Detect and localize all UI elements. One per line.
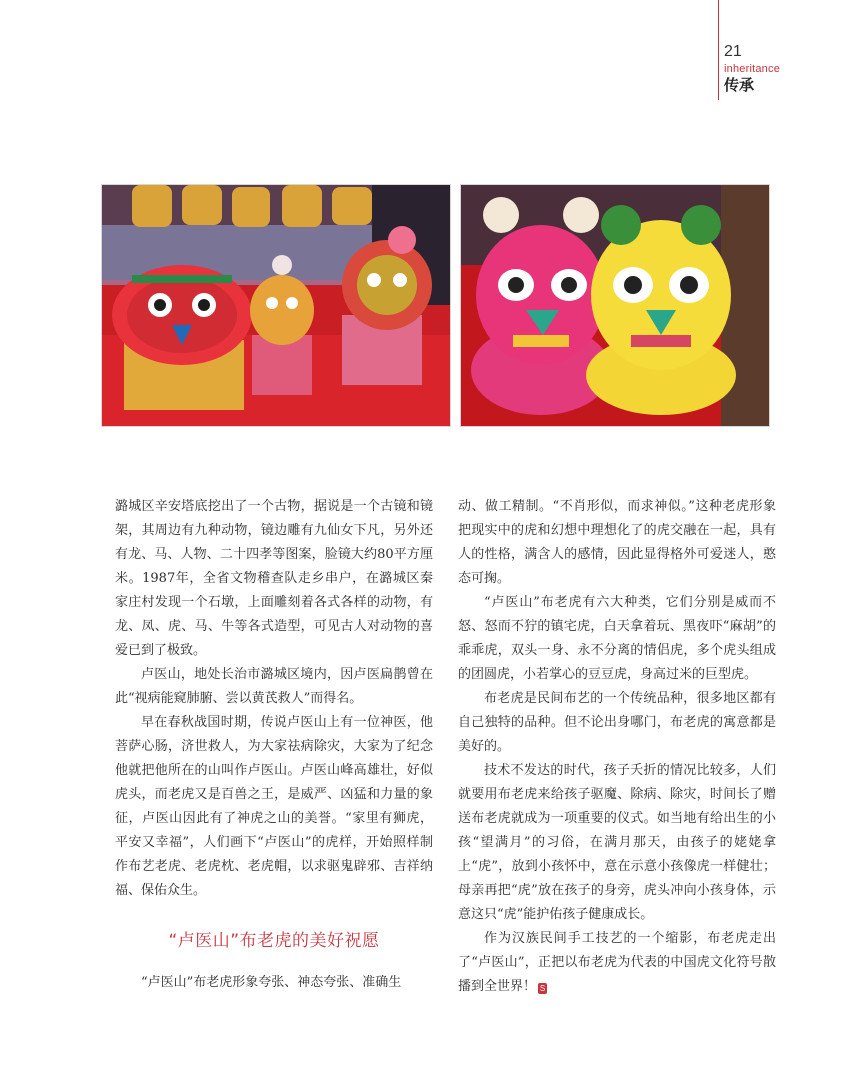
section-subheading: “卢医山”布老虎的美好祝愿: [168, 931, 380, 951]
photo-tiger-masks: [101, 184, 451, 427]
paragraph: 早在春秋战国时期，传说卢医山上有一位神医，他菩萨心肠，济世救人，为大家祛病除灾，大家为了纪念他就把他所在的山叫作卢医山。卢医山峰高雄壮，好似虎头，而老虎又是百兽之王，是威严、凶猛和力量的象征，卢医山因此有了神虎之山的美誉。“家里有狮虎，平安又幸福”，人们画下“卢医山”的虎样，开始照样制作布艺老虎、老虎枕、老虎帽，以求驱鬼辟邪、吉祥纳福、保佑众生。: [115, 715, 433, 898]
paragraph: 布老虎是民间布艺的一个传统品种，很多地区都有自己独特的品种。但不论出身哪门，布老虎的寓意都是美好的。: [458, 691, 776, 754]
photo-cloth-tigers: [460, 184, 770, 427]
paragraph-final: [458, 927, 776, 999]
paragraph: 动、做工精制。“不肖形似，而求神似。”这种老虎形象把现实中的虎和幻想中理想化了的虎交融在一起，具有人的性格，满含人的感情，因此显得格外可爱迷人，憨态可掬。: [458, 499, 776, 586]
paragraph: “卢医山”布老虎形象夸张、神态夸张、准确生: [141, 975, 402, 990]
body-column-left: [115, 495, 433, 995]
paragraph: 卢医山，地处长治市潞城区境内，因卢医扁鹊曾在此“视病能窥肺腑、尝以黄芪救人”而得名。: [115, 667, 433, 706]
page-number: 21: [724, 43, 742, 60]
paragraph: 技术不发达的时代，孩子夭折的情况比较多，人们就要用布老虎来给孩子驱魔、除病、除灾，时间长了赠送布老虎就成为一项重要的仪式。如当地有给出生的小孩“望满月”的习俗，在满月那天，由孩子的姥姥拿上“虎”，放到小孩怀中，意在示意小孩像虎一样健壮；母亲再把“虎”放在孩子的身旁，虎头冲向小孩身体，示意这只“虎”能护佑孩子健康成长。: [458, 763, 776, 922]
paragraph: 潞城区辛安塔底挖出了一个古物，据说是一个古镜和镜架，其周边有九种动物，镜边雕有九仙女下凡，另外还有龙、马、人物、二十四孝等图案，脸镜大约80平方厘米。1987年，全省文物稽查队走乡串户，在潞城区秦家庄村发现一个石墩，上面雕刻着各式各样的动物，有龙、凤、虎、马、牛等各式造型，可见古人对动物的喜爱已到了极致。: [115, 499, 433, 658]
header-divider-line: [718, 0, 719, 100]
paragraph: “卢医山”布老虎有六大种类，它们分别是威而不怒、怒而不狞的镇宅虎，白天拿着玩、黑夜吓“麻胡”的乖乖虎，双头一身、永不分离的情侣虎，多个虎头组成的团圆虎，小若掌心的豆豆虎，身高过米的巨型虎。: [458, 595, 776, 682]
end-mark-icon: S: [539, 984, 546, 993]
body-column-right: [458, 495, 776, 999]
paragraph-final-text: 作为汉族民间手工技艺的一个缩影，布老虎走出了“卢医山”，正把以布老虎为代表的中国虎文化符号散播到全世界！: [458, 931, 776, 994]
section-title-cn: 传承: [724, 76, 755, 94]
section-title-en: inheritance: [724, 63, 781, 75]
